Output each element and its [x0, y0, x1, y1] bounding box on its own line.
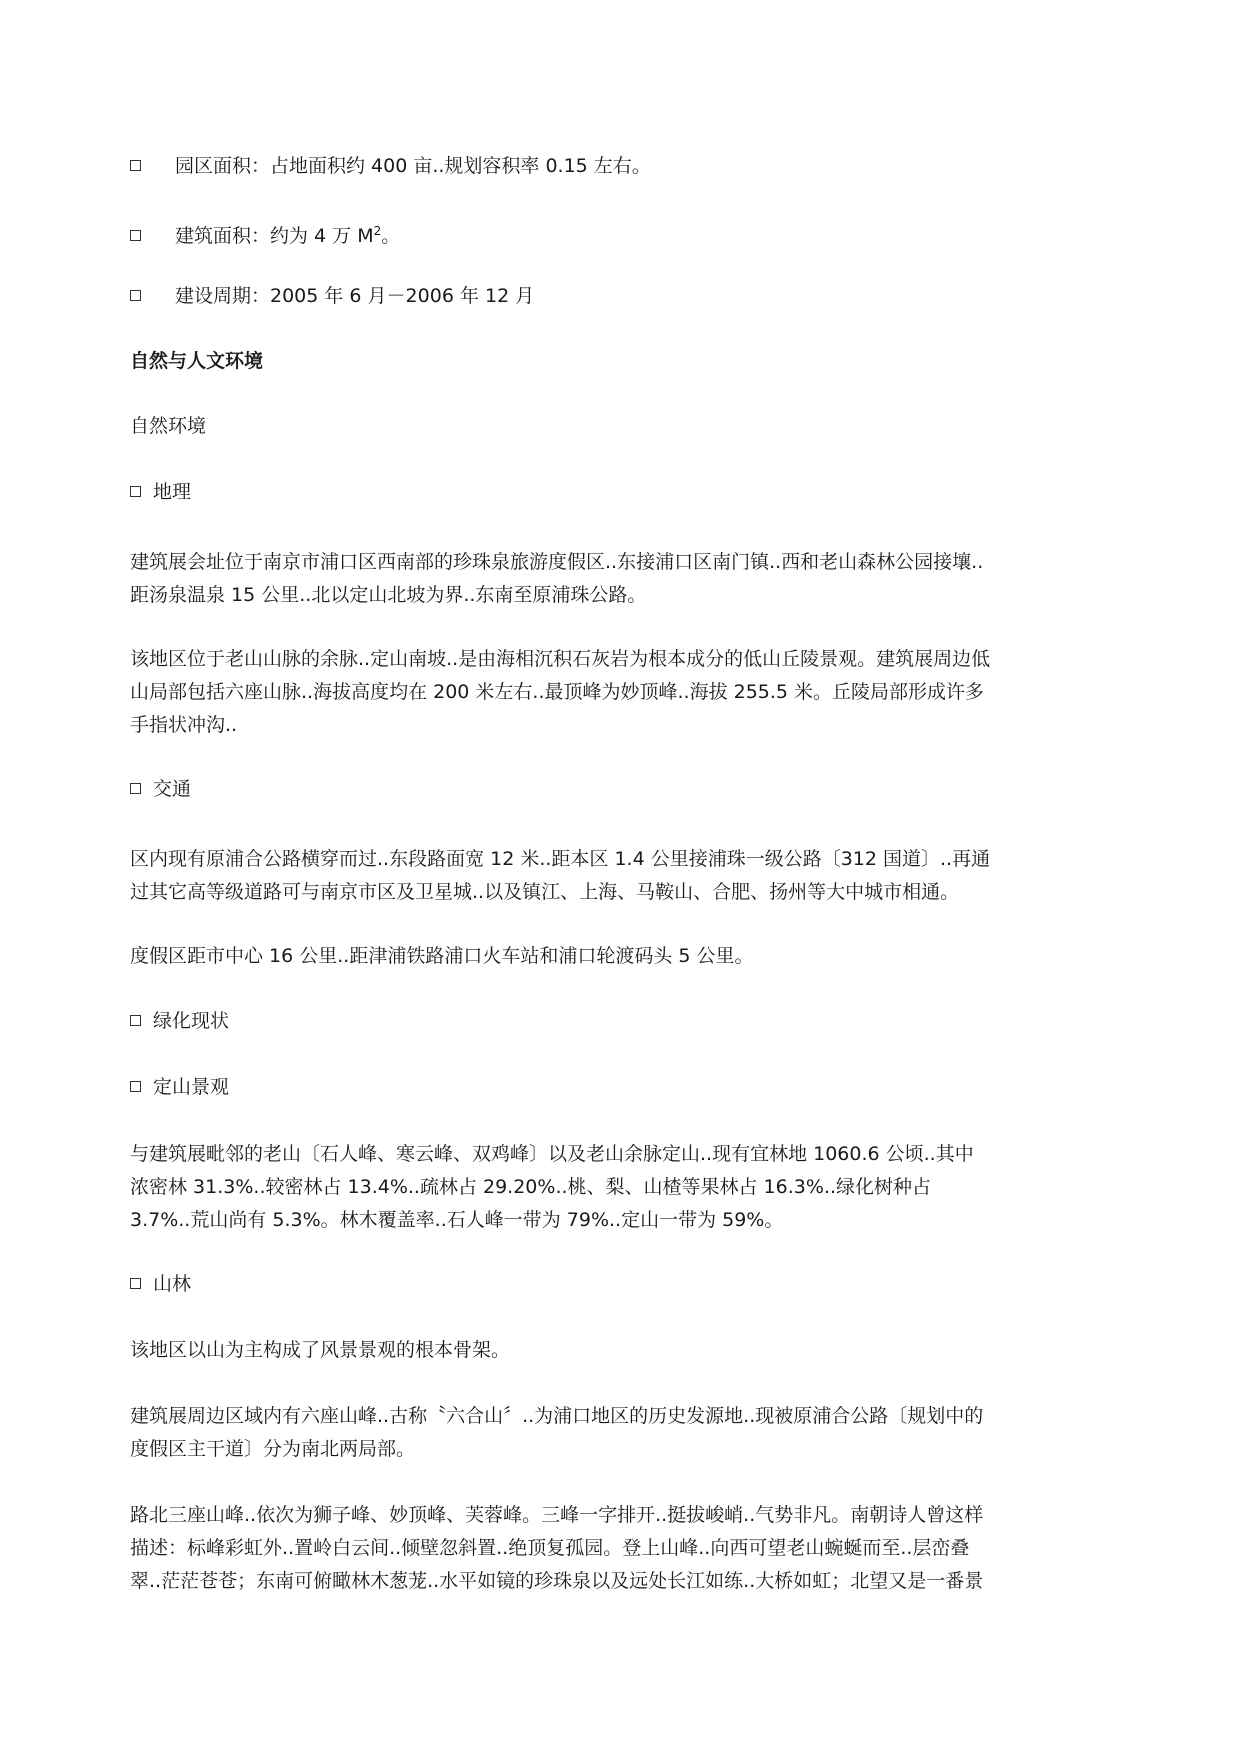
- spec-text: 建设周期：2005 年 6 月－2006 年 12 月: [175, 285, 535, 307]
- square-bullet-icon: [130, 1278, 141, 1289]
- spec-suffix: 。: [381, 225, 401, 247]
- spec-text: 园区面积：占地面积约 400 亩..规划容积率 0.15 左右。: [175, 155, 651, 177]
- traffic-paragraph-1: 区内现有原浦合公路横穿而过..东段路面宽 12 米..距本区 1.4 公里接浦珠一级公路〔312 国道〕..再通 过其它高等级道路可与南京市区及卫星城..以及镇江、上海、马鞍山、合肥、扬州等大中城市相通。: [130, 848, 991, 903]
- square-bullet-icon: [130, 160, 141, 171]
- geo-title: 地理: [130, 476, 191, 509]
- forest-paragraph-2: 建筑展周边区域内有六座山峰..古称〝六合山〞..为浦口地区的历史发源地..现被原浦合公路〔规划中的 度假区主干道〕分为南北两局部。: [130, 1405, 984, 1460]
- forest-paragraph-3: 路北三座山峰..依次为狮子峰、妙顶峰、芙蓉峰。三峰一字排开..挺拔峻峭..气势非凡。南朝诗人曾这样 描述：标峰彩虹外..置岭白云间..倾壁忽斜置..绝顶复孤园。登上山峰..向西可望老山蜿蜒而至..层峦叠 翠..茫茫苍苍；东南可俯瞰林木葱茏..水平如镜的珍珠泉以及远处长江如练..大桥如虹；北望又是一番景: [130, 1504, 984, 1592]
- superscript: 2: [373, 224, 382, 238]
- spec-item-area: [130, 150, 651, 183]
- spec-item-building-area: [130, 215, 400, 253]
- dingshan-title: 定山景观: [130, 1071, 229, 1104]
- forest-title: 山林: [130, 1268, 191, 1301]
- square-bullet-icon: [130, 230, 141, 241]
- forest-paragraph-1: 该地区以山为主构成了风景景观的根本骨架。: [130, 1339, 511, 1361]
- square-bullet-icon: [130, 486, 141, 497]
- square-bullet-icon: [130, 1081, 141, 1092]
- square-bullet-icon: [130, 290, 141, 301]
- dingshan-paragraph: 与建筑展毗邻的老山〔石人峰、寒云峰、双鸡峰〕以及老山余脉定山..现有宜林地 1060.6 公顷..其中 浓密林 31.3%..较密林占 13.4%..疏林占 29.20%..桃、梨、山楂等果林占 16.3%..绿化树种占 3.7%..荒山尚有 5.3%。林木覆盖率..石人峰一带为 79%..定山一带为 59%。: [130, 1143, 974, 1231]
- traffic-title: 交通: [130, 773, 191, 806]
- subsection-heading: 自然环境: [130, 415, 207, 437]
- section-heading: 自然与人文环境: [130, 350, 264, 372]
- geo-paragraph-1: 建筑展会址位于南京市浦口区西南部的珍珠泉旅游度假区..东接浦口区南门镇..西和老山森林公园接壤.. 距汤泉温泉 15 公里..北以定山北坡为界..东南至原浦珠公路。: [130, 551, 984, 606]
- traffic-paragraph-2: 度假区距市中心 16 公里..距津浦铁路浦口火车站和浦口轮渡码头 5 公里。: [130, 945, 754, 967]
- green-title: 绿化现状: [130, 1005, 229, 1038]
- square-bullet-icon: [130, 1015, 141, 1026]
- square-bullet-icon: [130, 783, 141, 794]
- geo-paragraph-2: 该地区位于老山山脉的余脉..定山南坡..是由海相沉积石灰岩为根本成分的低山丘陵景观。建筑展周边低 山局部包括六座山脉..海拔高度均在 200 米左右..最顶峰为妙顶峰..海拔 255.5 米。丘陵局部形成许多 手指状冲沟..: [130, 648, 991, 736]
- spec-item-period: [130, 280, 534, 313]
- spec-text: 建筑面积：约为 4 万 M: [175, 225, 374, 247]
